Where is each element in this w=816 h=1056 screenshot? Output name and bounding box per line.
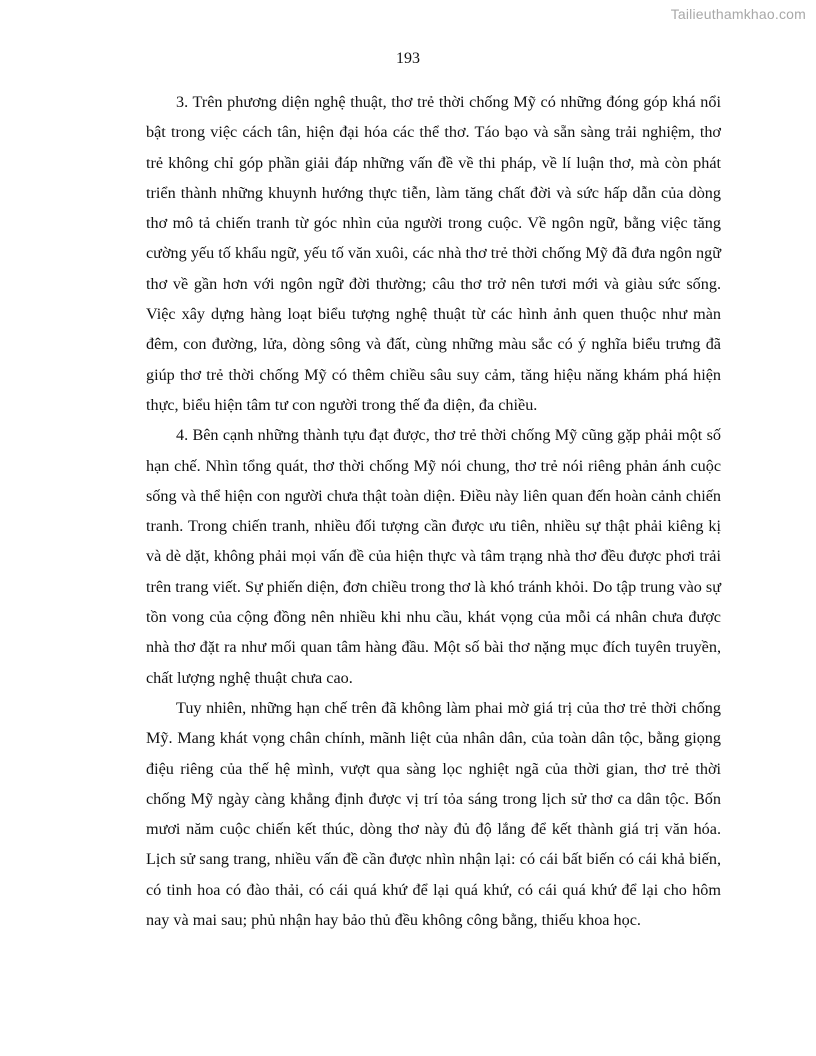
watermark-text: Tailieuthamkhao.com: [670, 6, 806, 22]
paragraph-2: 4. Bên cạnh những thành tựu đạt được, thơ trẻ thời chống Mỹ cũng gặp phải một số hạn chế. Nhìn tổng quát, thơ thời chống Mỹ nói chung, thơ trẻ nói riêng phản ánh cuộc sống và thể hiện con người chưa thật toàn diện. Điều này liên quan đến hoàn cảnh chiến tranh. Trong chiến tranh, nhiều đối tượng cần được ưu tiên, nhiều sự thật phải kiêng kị và dè dặt, không phải mọi vấn đề của hiện thực và tâm trạng nhà thơ đều được phơi trải trên trang viết. Sự phiến diện, đơn chiều trong thơ là khó tránh khỏi. Do tập trung vào sự tồn vong của cộng đồng nên nhiều khi nhu cầu, khát vọng của mỗi cá nhân chưa được nhà thơ đặt ra như mối quan tâm hàng đầu. Một số bài thơ nặng mục đích tuyên truyền, chất lượng nghệ thuật chưa cao.: [146, 426, 721, 687]
paragraph-3: Tuy nhiên, những hạn chế trên đã không làm phai mờ giá trị của thơ trẻ thời chống Mỹ. Mang khát vọng chân chính, mãnh liệt của nhân dân, của toàn dân tộc, bằng giọng điệu riêng của thế hệ mình, vượt qua sàng lọc nghiệt ngã của thời gian, thơ trẻ thời chống Mỹ ngày càng khẳng định được vị trí tỏa sáng trong lịch sử thơ ca dân tộc. Bốn mươi năm cuộc chiến kết thúc, dòng thơ này đủ độ lắng để kết thành giá trị văn hóa. Lịch sử sang trang, nhiều vấn đề cần được nhìn nhận lại: có cái bất biến có cái khả biến, có tinh hoa có đào thải, có cái quá khứ để lại quá khứ, có cái quá khứ để lại cho hôm nay và mai sau; phủ nhận hay bảo thủ đều không công bằng, thiếu khoa học.: [146, 698, 721, 930]
page-number: 193: [396, 50, 420, 67]
paragraph-1: 3. Trên phương diện nghệ thuật, thơ trẻ thời chống Mỹ có những đóng góp khá nổi bật trong việc cách tân, hiện đại hóa các thể thơ. Táo bạo và sẵn sàng trải nghiệm, thơ trẻ không chỉ góp phần giải đáp những vấn đề về thi pháp, về lí luận thơ, mà còn phát triển thành những khuynh hướng thực tiễn, làm tăng chất đời và sức hấp dẫn của dòng thơ mô tả chiến tranh từ góc nhìn của người trong cuộc. Về ngôn ngữ, bằng việc tăng cường yếu tố khẩu ngữ, yếu tố văn xuôi, các nhà thơ trẻ thời chống Mỹ đã đưa ngôn ngữ thơ về gần hơn với ngôn ngữ đời thường; câu thơ trở nên tươi mới và giàu sức sống. Việc xây dựng hàng loạt biểu tượng nghệ thuật từ các hình ảnh quen thuộc như màn đêm, con đường, lửa, dòng sông và đất, cùng những màu sắc có ý nghĩa biểu trưng đã giúp thơ trẻ thời chống Mỹ có thêm chiều sâu suy cảm, tăng hiệu năng khám phá hiện thực, biểu hiện tâm tư con người trong thế đa diện, đa chiều.: [146, 93, 721, 414]
document-body: [146, 87, 721, 935]
